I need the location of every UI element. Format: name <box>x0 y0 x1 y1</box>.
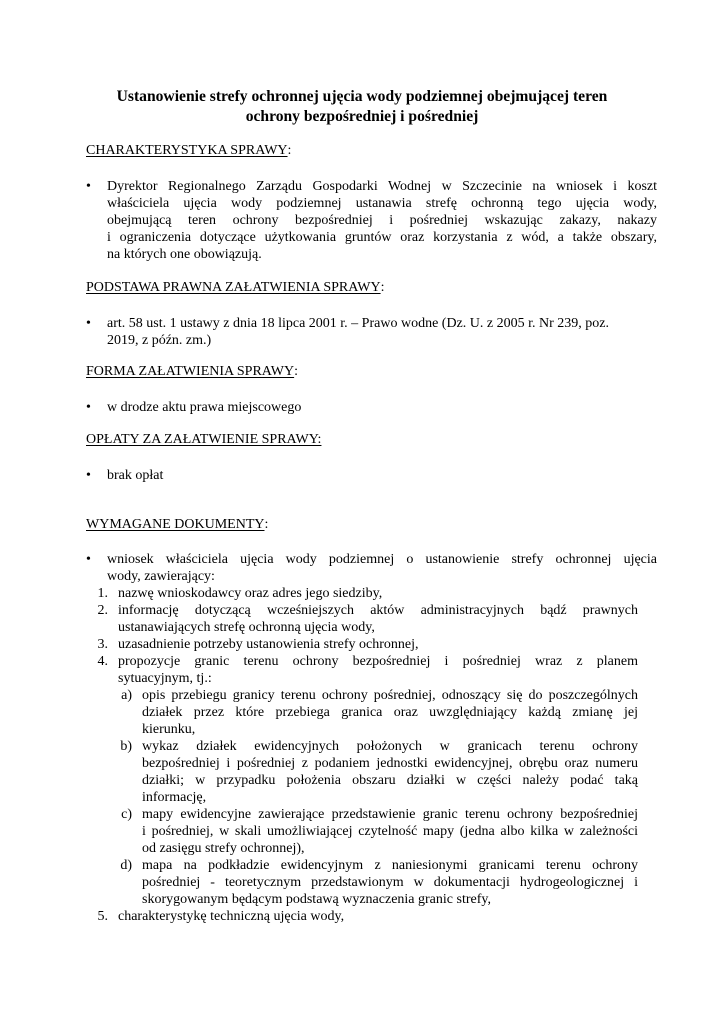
title-line-2: ochrony bezpośredniej i pośredniej <box>245 108 479 125</box>
title-line-1: Ustanowienie strefy ochronnej ujęcia wody podziemnej obejmującej teren <box>116 88 608 105</box>
form-text: w drodze aktu prawa miejscowego <box>107 400 302 415</box>
characteristics-text: Dyrektor Regionalnego Zarządu Gospodarki Wodnej w Szczecinie na wniosek i koszt właściciela ujęcia wody podziemnej ustanawia strefę ochronną tego ujęcia wody, obejmującą teren ochrony bezpośredniej i pośredniej wskazując zakazy, nakazy i ograniczenia dotyczące użytkowania gruntów oraz korzystania z wód, a także obszary, na których one obowiązują. <box>107 179 657 262</box>
bullet-icon: • <box>86 179 91 194</box>
bullet-icon: • <box>86 400 91 415</box>
legal-basis-text: art. 58 ust. 1 ustawy z dnia 18 lipca 2001 r. – Prawo wodne (Dz. U. z 2005 r. Nr 239, poz. 2019, z późn. zm.) <box>107 316 609 348</box>
section-heading-legal-basis: PODSTAWA PRAWNA ZAŁATWIENIA SPRAWY: <box>86 280 385 295</box>
section-heading-characteristics: CHARAKTERYSTYKA SPRAWY: <box>86 143 292 158</box>
bullet-icon: • <box>86 316 91 331</box>
document-page: Ustanowienie strefy ochronnej ujęcia wody podziemnej obejmującej teren ochrony bezpośredniej i pośredniej CHARAKTERYSTYKA SPRAWY: • Dyrektor Regionalnego Zarządu Gospodarki Wodnej w Szczecinie na wniosek i koszt właściciela ujęcia wody podziemnej ustanawia strefę ochronną tego ujęcia wody, obejmującą teren ochrony bezpośredniej i pośredniej wskazując zakazy, nakazy i ograniczenia dotyczące użytkowania gruntów oraz korzystania z wód, a także obszary, na których one obowiązują. PODSTAWA PRAWNA ZAŁATWIENIA SPRAWY: • art. 58 ust. 1 ustawy z dnia 18 lipca 2001 r. – Prawo wodne (Dz. U. z 2005 r. Nr 239, poz. 2019, z późn. zm.) FORMA ZAŁATWIENIA SPRAWY: • w drodze aktu prawa miejscowego OPŁATY ZA ZAŁATWIENIE SPRAWY: • brak opłat WYMAGANE DOKUMENTY: • wniosek właściciela ujęcia wody podziemnej o ustanowienie strefy ochronnej ujęcia wody, zawierający: 1. nazwę wnioskodawcy oraz adres jego siedziby, 2. informację dotyczącą wcześniejszych aktów administracyjnych bądź prawnych ustanawiających strefę ochronną ujęcia wody, 3. uzasadnienie potrzeby ustanowienia strefy ochronnej, 4. propozycje granic terenu ochrony bezpośredniej i pośredniej wraz z planem sytuacyjnym, tj.: a) opis przebiegu granicy terenu ochrony pośredniej, odnoszący się do poszczególnych działek przez które przebiega granica oraz uwzględniający każdą zmianę jej kierunku, b) wykaz działek ewidencyjnych położonych w granicach terenu ochrony bezpośredniej i pośredniej z podaniem jednostki ewidencyjnej, obrębu oraz numeru działki; w przypadku położenia obszaru działki w części należy podać taką informację, c) mapy ewidencyjne zawierające przedstawienie granic terenu ochrony bezpośredniej i pośredniej, w skali umożliwiającej czytelność mapy (jedna albo kilka w zależności od zasięgu strefy ochronnej), d) mapa na podkładzie ewidencyjnym z naniesionymi granicami terenu ochrony pośredniej - teoretycznym przedstawionym w dokumentacji hydrogeologicznej i skorygowanym będącym podstawą wyznaczenia granic strefy, 5. charakterystykę techniczną ujęcia wody, <box>0 0 724 1024</box>
fees-text: brak opłat <box>107 468 164 483</box>
section-heading-form: FORMA ZAŁATWIENIA SPRAWY: <box>86 364 298 379</box>
bullet-icon: • <box>86 468 91 483</box>
section-heading-fees: OPŁATY ZA ZAŁATWIENIE SPRAWY: <box>86 432 322 447</box>
documents-intro: wniosek właściciela ujęcia wody podziemnej o ustanowienie strefy ochronnej ujęcia wody, zawierający: <box>107 552 657 584</box>
bullet-icon: • <box>86 552 91 567</box>
section-heading-documents: WYMAGANE DOKUMENTY: <box>86 517 269 532</box>
page-title <box>60 87 664 127</box>
